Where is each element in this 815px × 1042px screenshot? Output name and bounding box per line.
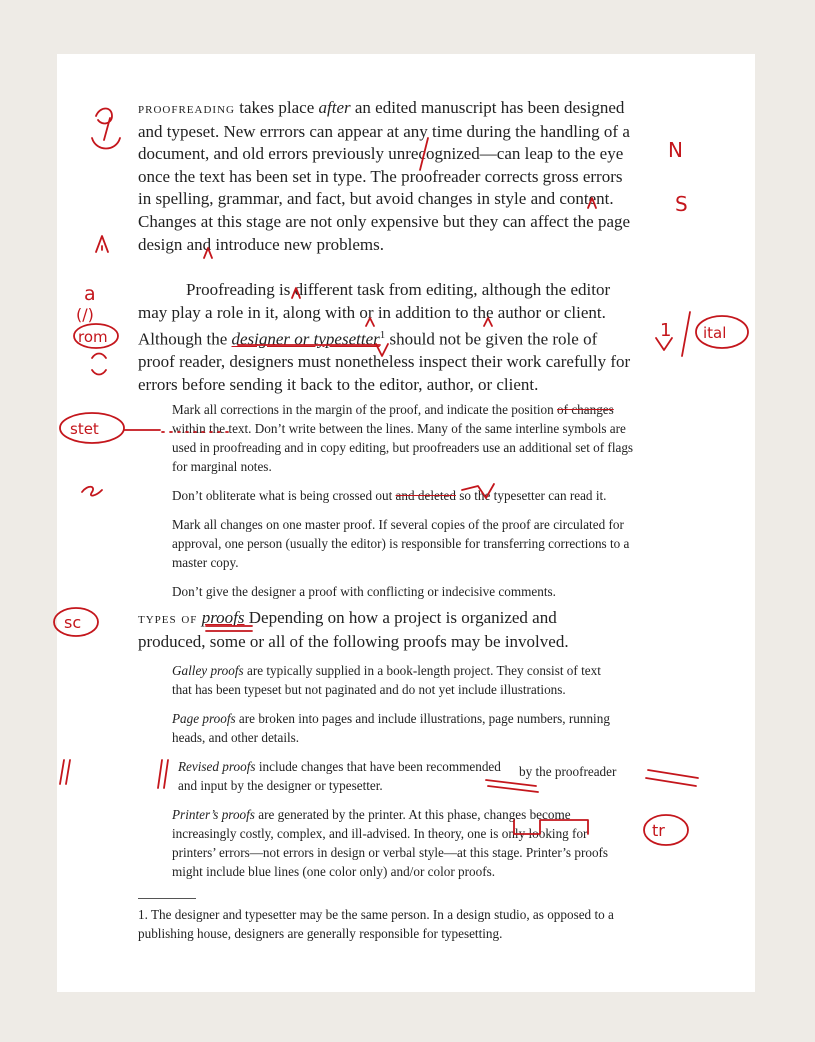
mark-ital: ital bbox=[703, 324, 727, 342]
paragraph-mark-icon bbox=[92, 109, 120, 149]
footnote-ref: 1 bbox=[379, 329, 386, 342]
mark-slash-paren: (/) bbox=[76, 305, 94, 324]
footnote: 1. The designer and typesetter may be the same person. In a design studio, as opposed to a publishing house, designers are generally responsible for typesetting. bbox=[138, 907, 614, 941]
parallel-mark-icon bbox=[60, 760, 70, 784]
mark-sc: sc bbox=[64, 613, 82, 632]
intro-lead: proofreading bbox=[138, 101, 235, 117]
designer-typesetter-phrase: designer or typesetter bbox=[231, 329, 380, 349]
types-paragraph: types of proofs Depending on how a project is organized and produced, some or all of the following proofs may be involved. bbox=[138, 608, 569, 651]
mark-n: N bbox=[668, 138, 683, 162]
mark-rom: rom bbox=[78, 328, 108, 346]
mark-stet: stet bbox=[70, 420, 99, 438]
intro-paragraph: proofreading takes place after an edited manuscript has been designed and typeset. New errrors can appear at any time during the handling of a document, and old errors previously unrecognized—can leap to the eye once the text has been set in type. The proofreader corrects gross errors in spelling, grammar, and fact, but avoid changes in style and content. Changes at this stage are not only expensive but they can affect the page design and introduce new problems. bbox=[138, 98, 631, 254]
mark-tr: tr bbox=[652, 821, 665, 840]
types-lead: types of bbox=[138, 611, 198, 627]
mark-a: a bbox=[84, 283, 96, 305]
list-item: Mark all changes on one master proof. If several copies of the proof are circulated for approval, one person (usually the editor) is responsible for transferring corrections to a master copy. bbox=[172, 517, 630, 570]
list-item: Printer’s proofs are generated by the printer. At this phase, changes become increasingly costly, complex, and ill-advised. In theory, one is only looking for printers’ errors—not errors in design or verbal style—at this stage. Printer’s proofs might include blue lines (one color only) and/or color proofs. bbox=[172, 807, 609, 879]
list-item: Revised proofs include changes that have been recommended and input by the designer or typesetter. bbox=[178, 759, 501, 793]
list-item: Galley proofs are typically supplied in a book-length project. They consist of text that has been typeset but not paginated and do not yet include illustrations. bbox=[172, 663, 601, 697]
list-item: Don’t obliterate what is being crossed out and deleted so the typesetter can read it. bbox=[172, 488, 607, 503]
second-paragraph: Proofreading is different task from editing, although the editor may play a role in it, along with or in addition to the author or client. Although the designer or typesetter$^1$ should not be given the role of proof reader, designers must nonetheless inspect their work carefully for errors before sending it back to the editor, author, or client. bbox=[138, 280, 631, 395]
mark-s: S bbox=[675, 192, 688, 216]
delete-mark-icon bbox=[82, 487, 102, 496]
list-item: Don’t give the designer a proof with conflicting or indecisive comments. bbox=[172, 584, 556, 599]
list-item: Page proofs are broken into pages and include illustrations, page numbers, running heads, and other details. bbox=[172, 711, 610, 745]
mark-one: 1 bbox=[660, 320, 672, 341]
inserted-phrase: by the proofreader bbox=[519, 764, 617, 779]
list-item: Mark all corrections in the margin of the proof, and indicate the position of changes within the text. Don’t write between the lines. Many of the same interline symbols are used in proofreading and in copy editing, but proofreaders use an additional set of flags for marginal notes. bbox=[172, 402, 634, 474]
